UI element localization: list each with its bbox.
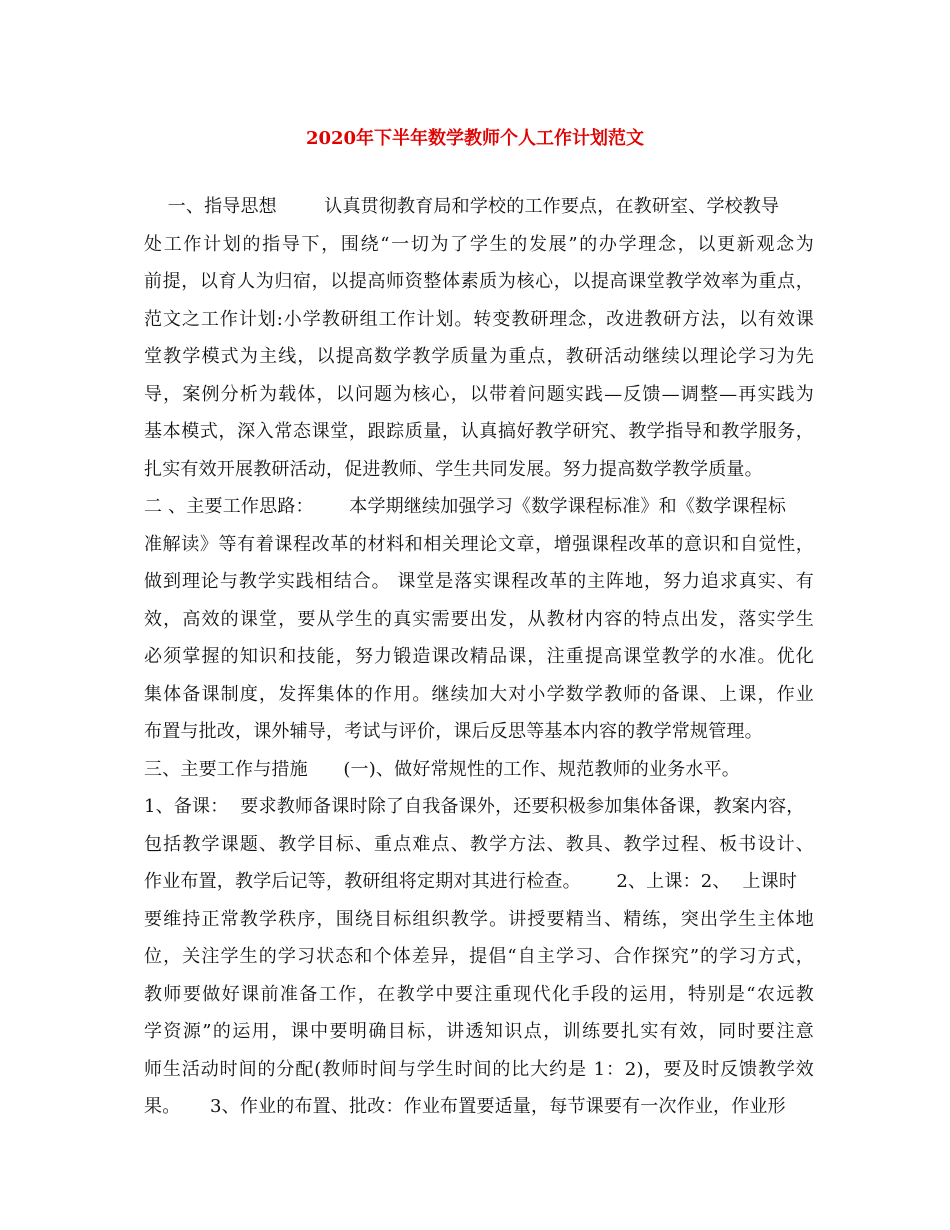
paragraph-line: 导，案例分析为载体，以问题为核心，以带着问题实践—反馈—调整—再实践为 xyxy=(144,383,814,405)
paragraph-line: 位，关注学生的学习状态和个体差异，提倡“自主学习、合作探究”的学习方式， xyxy=(144,946,814,967)
paragraph-line: 基本模式，深入常态课堂，跟踪质量，认真搞好教学研究、教学指导和教学服务， xyxy=(144,421,814,442)
paragraph-line: 一、指导思想 认真贯彻教育局和学校的工作要点，在教研室、学校教导 xyxy=(144,196,780,217)
paragraph-line: 作业布置，教学后记等，教研组将定期对其进行检查。 2、上课：2、 上课时 xyxy=(144,871,798,892)
paragraph-line: 效，高效的课堂，要从学生的真实需要出发，从教材内容的特点出发，落实学生 xyxy=(144,608,814,630)
paragraph-line: 堂教学模式为主线，以提高数学教学质量为重点，教研活动继续以理论学习为先 xyxy=(144,346,814,367)
paragraph-line: 二 、主要工作思路： 本学期继续加强学习《数学课程标准》和《数学课程标 xyxy=(144,496,787,517)
paragraph-line: 三、主要工作与措施 (一)、做好常规性的工作、规范教师的业务水平。 xyxy=(144,758,740,780)
paragraph-line: 范文之工作计划:小学教研组工作计划。转变教研理念，改进教研方法，以有效课 xyxy=(144,308,814,330)
paragraph-line: 前提，以育人为归宿，以提高师资整体素质为核心，以提高课堂教学效率为重点， xyxy=(144,271,814,292)
document-title: 2020年下半年数学教师个人工作计划范文 xyxy=(305,128,645,149)
document-body xyxy=(144,188,814,1126)
paragraph-line: 集体备课制度，发挥集体的作用。继续加大对小学数学教师的备课、上课，作业 xyxy=(144,683,814,705)
paragraph-line: 1、备课： 要求教师备课时除了自我备课外，还要积极参加集体备课，教案内容， xyxy=(144,796,805,817)
paragraph-line: 要维持正常教学秩序，围绕目标组织教学。讲授要精当、精练，突出学生主体地 xyxy=(144,908,814,930)
paragraph-line: 准解读》等有着课程改革的材料和相关理论文章，增强课程改革的意识和自觉性， xyxy=(144,533,814,555)
paragraph-line: 扎实有效开展教研活动，促进教师、学生共同发展。努力提高数学教学质量。 xyxy=(144,458,763,480)
paragraph-line: 必须掌握的知识和技能，努力锻造课改精品课，注重提高课堂教学的水准。优化 xyxy=(144,646,814,667)
paragraph-line: 果。 3、作业的布置、批改：作业布置要适量，每节课要有一次作业，作业形 xyxy=(144,1096,786,1117)
paragraph-line: 做到理论与教学实践相结合。 课堂是落实课程改革的主阵地，努力追求真实、有 xyxy=(144,571,814,592)
paragraph-line: 学资源”的运用，课中要明确目标，讲透知识点，训练要扎实有效，同时要注意 xyxy=(144,1021,814,1042)
paragraph-line: 处工作计划的指导下，围绕“一切为了学生的发展”的办学理念，以更新观念为 xyxy=(144,233,814,255)
paragraph-line: 包括教学课题、教学目标、重点难点、教学方法、教具、教学过程、板书设计、 xyxy=(144,833,814,855)
paragraph-line: 师生活动时间的分配(教师时间与学生时间的比大约是 1：2)，要及时反馈教学效 xyxy=(144,1058,814,1080)
paragraph-line: 布置与批改，课外辅导，考试与评价，课后反思等基本内容的教学常规管理。 xyxy=(144,721,763,742)
paragraph-line: 教师要做好课前准备工作，在教学中要注重现代化手段的运用，特别是“农远教 xyxy=(144,983,814,1005)
